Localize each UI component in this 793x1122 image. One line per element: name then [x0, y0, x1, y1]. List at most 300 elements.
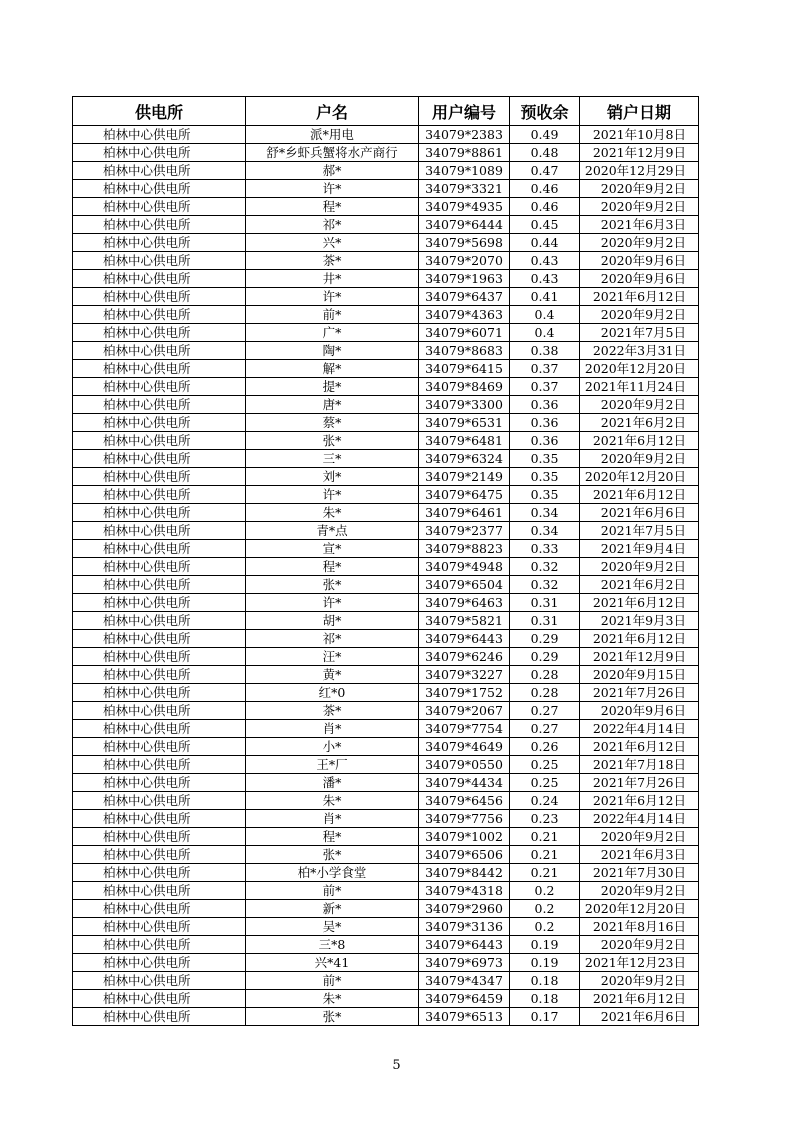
cell-account-name: 青*点 [246, 522, 419, 540]
table-row [73, 882, 699, 900]
cell-account-number: 34079*3300 [419, 396, 510, 414]
cell-station: 柏林中心供电所 [73, 558, 246, 576]
table-row [73, 738, 699, 756]
cell-account-name: 前* [246, 882, 419, 900]
cell-account-number: 34079*6475 [419, 486, 510, 504]
cell-station: 柏林中心供电所 [73, 414, 246, 432]
cell-station: 柏林中心供电所 [73, 720, 246, 738]
account-table-container [72, 96, 698, 1026]
cell-station: 柏林中心供电所 [73, 936, 246, 954]
cell-account-number: 34079*6973 [419, 954, 510, 972]
cell-account-number: 34079*6443 [419, 936, 510, 954]
cell-account-name: 茶* [246, 252, 419, 270]
cell-account-name: 提* [246, 378, 419, 396]
cell-station: 柏林中心供电所 [73, 162, 246, 180]
cell-account-name: 王*厂 [246, 756, 419, 774]
cell-prepaid-balance: 0.31 [510, 612, 580, 630]
cell-closing-date: 2020年9月6日 [580, 270, 699, 288]
cell-prepaid-balance: 0.36 [510, 396, 580, 414]
cell-station: 柏林中心供电所 [73, 306, 246, 324]
cell-closing-date: 2020年9月2日 [580, 882, 699, 900]
cell-account-number: 34079*6443 [419, 630, 510, 648]
table-body [73, 126, 699, 1026]
table-header-row [73, 97, 699, 126]
cell-station: 柏林中心供电所 [73, 702, 246, 720]
cell-station: 柏林中心供电所 [73, 252, 246, 270]
cell-closing-date: 2020年12月20日 [580, 468, 699, 486]
cell-station: 柏林中心供电所 [73, 648, 246, 666]
cell-station: 柏林中心供电所 [73, 270, 246, 288]
cell-prepaid-balance: 0.46 [510, 198, 580, 216]
cell-closing-date: 2021年12月23日 [580, 954, 699, 972]
cell-account-name: 新* [246, 900, 419, 918]
table-row [73, 954, 699, 972]
cell-closing-date: 2021年7月5日 [580, 324, 699, 342]
cell-station: 柏林中心供电所 [73, 126, 246, 144]
cell-prepaid-balance: 0.34 [510, 522, 580, 540]
cell-station: 柏林中心供电所 [73, 504, 246, 522]
cell-account-name: 三*8 [246, 936, 419, 954]
cell-closing-date: 2021年6月6日 [580, 504, 699, 522]
cell-account-number: 34079*6461 [419, 504, 510, 522]
cell-account-name: 张* [246, 1008, 419, 1026]
cell-prepaid-balance: 0.18 [510, 990, 580, 1008]
cell-prepaid-balance: 0.34 [510, 504, 580, 522]
cell-account-number: 34079*6531 [419, 414, 510, 432]
cell-closing-date: 2021年9月4日 [580, 540, 699, 558]
table-row [73, 450, 699, 468]
cell-prepaid-balance: 0.4 [510, 306, 580, 324]
cell-account-name: 朱* [246, 990, 419, 1008]
table-row [73, 270, 699, 288]
table-row [73, 306, 699, 324]
cell-station: 柏林中心供电所 [73, 234, 246, 252]
cell-account-number: 34079*4935 [419, 198, 510, 216]
header-closing-date: 销户日期 [580, 97, 699, 126]
cell-closing-date: 2021年7月5日 [580, 522, 699, 540]
cell-account-name: 张* [246, 846, 419, 864]
cell-closing-date: 2020年9月2日 [580, 198, 699, 216]
cell-station: 柏林中心供电所 [73, 432, 246, 450]
cell-account-number: 34079*6459 [419, 990, 510, 1008]
table-row [73, 1008, 699, 1026]
cell-account-number: 34079*6463 [419, 594, 510, 612]
cell-account-name: 派*用电 [246, 126, 419, 144]
cell-closing-date: 2021年6月12日 [580, 288, 699, 306]
cell-account-name: 汪* [246, 648, 419, 666]
cell-account-number: 34079*6481 [419, 432, 510, 450]
table-row [73, 324, 699, 342]
table-row [73, 648, 699, 666]
cell-closing-date: 2020年9月2日 [580, 936, 699, 954]
cell-account-name: 舒*乡虾兵蟹将水产商行 [246, 144, 419, 162]
cell-prepaid-balance: 0.45 [510, 216, 580, 234]
table-row [73, 180, 699, 198]
cell-prepaid-balance: 0.41 [510, 288, 580, 306]
cell-prepaid-balance: 0.38 [510, 342, 580, 360]
table-row [73, 900, 699, 918]
cell-account-number: 34079*6415 [419, 360, 510, 378]
cell-account-name: 祁* [246, 630, 419, 648]
cell-closing-date: 2021年6月12日 [580, 990, 699, 1008]
cell-account-number: 34079*8683 [419, 342, 510, 360]
cell-prepaid-balance: 0.27 [510, 702, 580, 720]
cell-station: 柏林中心供电所 [73, 846, 246, 864]
cell-account-name: 前* [246, 306, 419, 324]
cell-closing-date: 2021年7月26日 [580, 774, 699, 792]
cell-account-number: 34079*2377 [419, 522, 510, 540]
cell-prepaid-balance: 0.35 [510, 450, 580, 468]
cell-station: 柏林中心供电所 [73, 144, 246, 162]
table-row [73, 144, 699, 162]
cell-prepaid-balance: 0.33 [510, 540, 580, 558]
cell-account-name: 朱* [246, 792, 419, 810]
cell-station: 柏林中心供电所 [73, 900, 246, 918]
cell-prepaid-balance: 0.43 [510, 252, 580, 270]
cell-station: 柏林中心供电所 [73, 198, 246, 216]
table-row [73, 342, 699, 360]
cell-account-number: 34079*6444 [419, 216, 510, 234]
cell-closing-date: 2021年6月12日 [580, 738, 699, 756]
cell-prepaid-balance: 0.25 [510, 774, 580, 792]
cell-account-name: 张* [246, 576, 419, 594]
cell-station: 柏林中心供电所 [73, 288, 246, 306]
table-row [73, 846, 699, 864]
cell-account-number: 34079*6071 [419, 324, 510, 342]
table-row [73, 630, 699, 648]
cell-account-name: 兴* [246, 234, 419, 252]
cell-prepaid-balance: 0.28 [510, 684, 580, 702]
table-row [73, 486, 699, 504]
table-row [73, 990, 699, 1008]
cell-prepaid-balance: 0.37 [510, 378, 580, 396]
cell-closing-date: 2021年6月2日 [580, 576, 699, 594]
cell-account-number: 34079*5821 [419, 612, 510, 630]
cell-prepaid-balance: 0.2 [510, 900, 580, 918]
cell-prepaid-balance: 0.31 [510, 594, 580, 612]
table-row [73, 468, 699, 486]
cell-station: 柏林中心供电所 [73, 630, 246, 648]
table-row [73, 756, 699, 774]
cell-station: 柏林中心供电所 [73, 450, 246, 468]
cell-station: 柏林中心供电所 [73, 522, 246, 540]
cell-closing-date: 2022年3月31日 [580, 342, 699, 360]
cell-closing-date: 2020年12月29日 [580, 162, 699, 180]
cell-prepaid-balance: 0.19 [510, 936, 580, 954]
header-account-number: 用户编号 [419, 97, 510, 126]
cell-account-name: 广* [246, 324, 419, 342]
cell-account-name: 肖* [246, 720, 419, 738]
cell-closing-date: 2021年6月2日 [580, 414, 699, 432]
cell-account-number: 34079*3136 [419, 918, 510, 936]
cell-closing-date: 2021年7月30日 [580, 864, 699, 882]
cell-closing-date: 2020年9月2日 [580, 558, 699, 576]
cell-station: 柏林中心供电所 [73, 342, 246, 360]
table-row [73, 360, 699, 378]
cell-account-number: 34079*6246 [419, 648, 510, 666]
cell-station: 柏林中心供电所 [73, 486, 246, 504]
cell-station: 柏林中心供电所 [73, 216, 246, 234]
table-row [73, 504, 699, 522]
cell-account-name: 许* [246, 486, 419, 504]
cell-closing-date: 2022年4月14日 [580, 720, 699, 738]
cell-account-number: 34079*2149 [419, 468, 510, 486]
cell-prepaid-balance: 0.36 [510, 432, 580, 450]
cell-prepaid-balance: 0.35 [510, 468, 580, 486]
cell-station: 柏林中心供电所 [73, 540, 246, 558]
cell-prepaid-balance: 0.48 [510, 144, 580, 162]
cell-account-name: 程* [246, 828, 419, 846]
cell-station: 柏林中心供电所 [73, 954, 246, 972]
cell-prepaid-balance: 0.4 [510, 324, 580, 342]
cell-prepaid-balance: 0.26 [510, 738, 580, 756]
cell-station: 柏林中心供电所 [73, 576, 246, 594]
cell-account-number: 34079*6437 [419, 288, 510, 306]
cell-account-number: 34079*5698 [419, 234, 510, 252]
cell-closing-date: 2020年12月20日 [580, 900, 699, 918]
cell-prepaid-balance: 0.2 [510, 918, 580, 936]
table-row [73, 414, 699, 432]
cell-closing-date: 2021年6月3日 [580, 216, 699, 234]
cell-closing-date: 2021年6月6日 [580, 1008, 699, 1026]
cell-account-number: 34079*1752 [419, 684, 510, 702]
cell-prepaid-balance: 0.29 [510, 630, 580, 648]
cell-closing-date: 2021年10月8日 [580, 126, 699, 144]
cell-account-number: 34079*0550 [419, 756, 510, 774]
cell-account-name: 程* [246, 198, 419, 216]
cell-prepaid-balance: 0.21 [510, 864, 580, 882]
table-row [73, 576, 699, 594]
cell-account-name: 祁* [246, 216, 419, 234]
cell-prepaid-balance: 0.37 [510, 360, 580, 378]
cell-closing-date: 2021年6月12日 [580, 432, 699, 450]
cell-closing-date: 2020年9月6日 [580, 252, 699, 270]
cell-station: 柏林中心供电所 [73, 180, 246, 198]
cell-prepaid-balance: 0.32 [510, 558, 580, 576]
cell-closing-date: 2021年11月24日 [580, 378, 699, 396]
table-row [73, 864, 699, 882]
cell-prepaid-balance: 0.21 [510, 846, 580, 864]
cell-account-number: 34079*7754 [419, 720, 510, 738]
cell-station: 柏林中心供电所 [73, 972, 246, 990]
cell-account-name: 蔡* [246, 414, 419, 432]
cell-account-name: 茶* [246, 702, 419, 720]
cell-account-name: 宣* [246, 540, 419, 558]
cell-account-name: 红*0 [246, 684, 419, 702]
cell-station: 柏林中心供电所 [73, 864, 246, 882]
cell-station: 柏林中心供电所 [73, 756, 246, 774]
cell-closing-date: 2020年12月20日 [580, 360, 699, 378]
cell-account-number: 34079*3227 [419, 666, 510, 684]
cell-station: 柏林中心供电所 [73, 1008, 246, 1026]
cell-station: 柏林中心供电所 [73, 594, 246, 612]
table-row [73, 522, 699, 540]
cell-account-number: 34079*6506 [419, 846, 510, 864]
table-row [73, 198, 699, 216]
cell-prepaid-balance: 0.2 [510, 882, 580, 900]
table-row [73, 432, 699, 450]
cell-station: 柏林中心供电所 [73, 882, 246, 900]
cell-account-number: 34079*6513 [419, 1008, 510, 1026]
table-row [73, 252, 699, 270]
cell-account-number: 34079*4948 [419, 558, 510, 576]
cell-closing-date: 2020年9月2日 [580, 234, 699, 252]
cell-station: 柏林中心供电所 [73, 810, 246, 828]
cell-station: 柏林中心供电所 [73, 468, 246, 486]
cell-closing-date: 2020年9月2日 [580, 450, 699, 468]
cell-prepaid-balance: 0.19 [510, 954, 580, 972]
cell-account-name: 前* [246, 972, 419, 990]
cell-station: 柏林中心供电所 [73, 828, 246, 846]
table-row [73, 378, 699, 396]
cell-closing-date: 2021年6月12日 [580, 792, 699, 810]
cell-account-number: 34079*2383 [419, 126, 510, 144]
table-row [73, 972, 699, 990]
table-row [73, 234, 699, 252]
cell-account-number: 34079*6456 [419, 792, 510, 810]
header-account-name: 户名 [246, 97, 419, 126]
cell-account-number: 34079*4434 [419, 774, 510, 792]
cell-station: 柏林中心供电所 [73, 684, 246, 702]
cell-prepaid-balance: 0.29 [510, 648, 580, 666]
cell-closing-date: 2021年6月12日 [580, 486, 699, 504]
header-station: 供电所 [73, 97, 246, 126]
cell-account-name: 胡* [246, 612, 419, 630]
cell-station: 柏林中心供电所 [73, 792, 246, 810]
cell-station: 柏林中心供电所 [73, 738, 246, 756]
cell-closing-date: 2021年8月16日 [580, 918, 699, 936]
cell-account-number: 34079*1089 [419, 162, 510, 180]
cell-account-number: 34079*2067 [419, 702, 510, 720]
cell-prepaid-balance: 0.47 [510, 162, 580, 180]
cell-closing-date: 2020年9月15日 [580, 666, 699, 684]
cell-closing-date: 2020年9月6日 [580, 702, 699, 720]
cell-account-name: 兴*41 [246, 954, 419, 972]
cell-closing-date: 2021年12月9日 [580, 648, 699, 666]
table-row [73, 774, 699, 792]
cell-account-number: 34079*6324 [419, 450, 510, 468]
cell-prepaid-balance: 0.24 [510, 792, 580, 810]
cell-account-number: 34079*8442 [419, 864, 510, 882]
cell-closing-date: 2020年9月2日 [580, 306, 699, 324]
cell-closing-date: 2020年9月2日 [580, 972, 699, 990]
table-row [73, 162, 699, 180]
cell-account-number: 34079*6504 [419, 576, 510, 594]
cell-account-name: 潘* [246, 774, 419, 792]
cell-account-number: 34079*4318 [419, 882, 510, 900]
cell-account-name: 吴* [246, 918, 419, 936]
table-row [73, 126, 699, 144]
table-row [73, 828, 699, 846]
cell-account-name: 程* [246, 558, 419, 576]
cell-closing-date: 2020年9月2日 [580, 180, 699, 198]
cell-account-number: 34079*8861 [419, 144, 510, 162]
cell-account-name: 刘* [246, 468, 419, 486]
cell-closing-date: 2021年6月12日 [580, 594, 699, 612]
cell-station: 柏林中心供电所 [73, 774, 246, 792]
table-row [73, 558, 699, 576]
table-row [73, 684, 699, 702]
cell-account-name: 许* [246, 180, 419, 198]
cell-account-name: 陶* [246, 342, 419, 360]
cell-prepaid-balance: 0.18 [510, 972, 580, 990]
cell-closing-date: 2021年6月3日 [580, 846, 699, 864]
cell-closing-date: 2020年9月2日 [580, 396, 699, 414]
table-row [73, 666, 699, 684]
table-row [73, 810, 699, 828]
page-number: 5 [392, 1058, 401, 1073]
cell-closing-date: 2021年7月18日 [580, 756, 699, 774]
cell-account-number: 34079*4363 [419, 306, 510, 324]
cell-prepaid-balance: 0.44 [510, 234, 580, 252]
cell-closing-date: 2021年6月12日 [580, 630, 699, 648]
cell-account-name: 解* [246, 360, 419, 378]
table-row [73, 594, 699, 612]
cell-station: 柏林中心供电所 [73, 324, 246, 342]
cell-closing-date: 2020年9月2日 [580, 828, 699, 846]
cell-account-number: 34079*1963 [419, 270, 510, 288]
cell-closing-date: 2022年4月14日 [580, 810, 699, 828]
cell-prepaid-balance: 0.25 [510, 756, 580, 774]
table-row [73, 720, 699, 738]
cell-station: 柏林中心供电所 [73, 918, 246, 936]
cell-account-name: 柏*小学食堂 [246, 864, 419, 882]
cell-prepaid-balance: 0.17 [510, 1008, 580, 1026]
cell-account-number: 34079*2960 [419, 900, 510, 918]
table-row [73, 612, 699, 630]
table-row [73, 288, 699, 306]
cell-closing-date: 2021年9月3日 [580, 612, 699, 630]
cell-account-number: 34079*7756 [419, 810, 510, 828]
cell-account-name: 许* [246, 288, 419, 306]
table-row [73, 540, 699, 558]
cell-station: 柏林中心供电所 [73, 666, 246, 684]
cell-prepaid-balance: 0.32 [510, 576, 580, 594]
closed-accounts-table [72, 96, 699, 1026]
cell-account-name: 朱* [246, 504, 419, 522]
cell-account-name: 三* [246, 450, 419, 468]
cell-prepaid-balance: 0.27 [510, 720, 580, 738]
cell-account-name: 小* [246, 738, 419, 756]
cell-station: 柏林中心供电所 [73, 612, 246, 630]
table-row [73, 216, 699, 234]
header-prepaid-balance: 预收余 [510, 97, 580, 126]
cell-prepaid-balance: 0.28 [510, 666, 580, 684]
cell-account-name: 黄* [246, 666, 419, 684]
cell-station: 柏林中心供电所 [73, 990, 246, 1008]
cell-prepaid-balance: 0.35 [510, 486, 580, 504]
cell-prepaid-balance: 0.23 [510, 810, 580, 828]
cell-prepaid-balance: 0.21 [510, 828, 580, 846]
cell-station: 柏林中心供电所 [73, 378, 246, 396]
cell-closing-date: 2021年7月26日 [580, 684, 699, 702]
table-row [73, 936, 699, 954]
cell-prepaid-balance: 0.46 [510, 180, 580, 198]
table-row [73, 396, 699, 414]
table-row [73, 702, 699, 720]
cell-account-name: 许* [246, 594, 419, 612]
cell-prepaid-balance: 0.36 [510, 414, 580, 432]
cell-account-name: 井* [246, 270, 419, 288]
cell-prepaid-balance: 0.43 [510, 270, 580, 288]
cell-account-name: 张* [246, 432, 419, 450]
cell-account-name: 唐* [246, 396, 419, 414]
cell-station: 柏林中心供电所 [73, 396, 246, 414]
cell-account-number: 34079*2070 [419, 252, 510, 270]
cell-account-number: 34079*4649 [419, 738, 510, 756]
table-row [73, 918, 699, 936]
cell-account-number: 34079*4347 [419, 972, 510, 990]
